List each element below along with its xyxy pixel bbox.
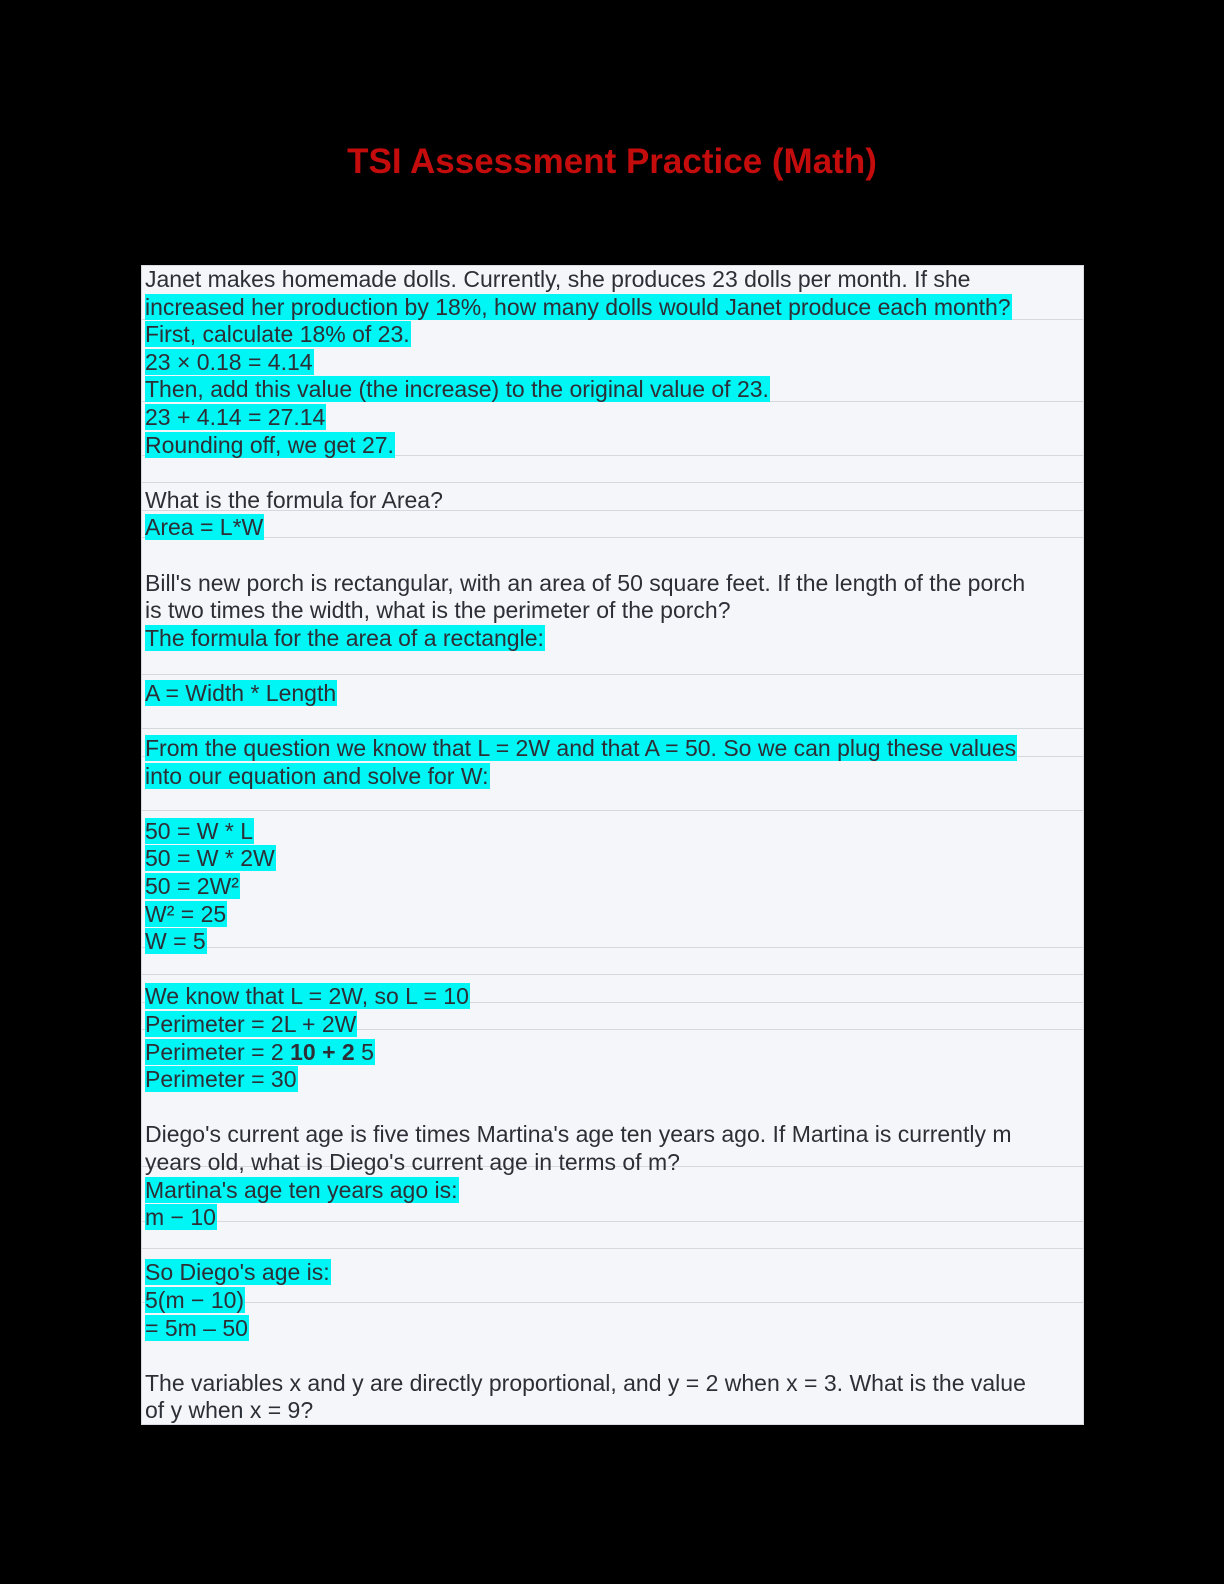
highlighted-text <box>145 735 1017 761</box>
text-line <box>145 1039 1080 1067</box>
text-line <box>145 349 1080 377</box>
page-title: TSI Assessment Practice (Math) <box>347 142 877 181</box>
line-text-part: W = 5 <box>145 928 206 955</box>
highlighted-text <box>145 321 411 347</box>
text-line <box>145 1149 1080 1177</box>
line-text-part: So Diego's age is: <box>145 1259 330 1286</box>
line-text-part: We know that L = 2W, so L = 10 <box>145 983 469 1010</box>
text-line <box>145 1259 1080 1287</box>
highlighted-text <box>145 404 326 430</box>
text-line <box>145 845 1080 873</box>
highlighted-text <box>145 1177 459 1203</box>
highlighted-text <box>145 376 770 402</box>
line-text-part: Janet makes homemade dolls. Currently, she produces 23 dolls per month. If she <box>145 266 971 292</box>
highlighted-text <box>145 432 395 458</box>
line-text-part: Rounding off, we get 27. <box>145 431 394 458</box>
highlighted-text <box>145 1315 249 1341</box>
line-text <box>145 266 970 292</box>
text-line <box>145 1370 1080 1398</box>
text-line <box>145 1121 1080 1149</box>
text-line <box>145 404 1080 432</box>
bold-text: 10 + 2 <box>290 1038 355 1065</box>
text-lines <box>145 266 1080 1425</box>
text-line <box>145 983 1080 1011</box>
text-line <box>145 376 1080 404</box>
text-line <box>145 1066 1080 1094</box>
text-line <box>145 1177 1080 1205</box>
highlighted-text <box>145 625 545 651</box>
highlighted-text <box>145 680 337 706</box>
line-text-part: 5 <box>354 1038 374 1065</box>
text-line <box>145 597 1080 625</box>
line-text-part: 5(m − 10) <box>145 1286 245 1313</box>
text-line <box>145 294 1080 322</box>
line-text <box>145 570 1025 596</box>
blank-line <box>145 790 1080 818</box>
line-text <box>145 487 443 513</box>
line-text-part: is two times the width, what is the perimeter of the porch? <box>145 597 731 624</box>
line-text-part: W² = 25 <box>145 900 227 927</box>
blank-line <box>145 956 1080 984</box>
line-text-part: Perimeter = 2L + 2W <box>145 1011 357 1038</box>
line-text <box>145 1397 313 1423</box>
text-line <box>145 763 1080 791</box>
line-text-part: 23 + 4.14 = 27.14 <box>145 403 326 430</box>
highlighted-text <box>145 983 470 1009</box>
line-text-part: into our equation and solve for W: <box>145 762 489 789</box>
line-text <box>145 597 731 623</box>
text-line <box>145 818 1080 846</box>
line-text-part: Diego's current age is five times Martina's age ten years ago. If Martina is currently m <box>145 1121 1012 1148</box>
blank-line <box>145 542 1080 570</box>
highlighted-text <box>145 873 240 899</box>
line-text-part: of y when x = 9? <box>145 1397 314 1424</box>
line-text-part: A = Width * Length <box>145 679 337 706</box>
blank-line <box>145 652 1080 680</box>
text-line <box>145 1287 1080 1315</box>
highlighted-text <box>145 514 264 540</box>
line-text-part: Perimeter = 2 <box>145 1038 291 1065</box>
highlighted-text <box>145 1287 245 1313</box>
line-text <box>145 1149 680 1175</box>
line-text <box>145 1370 1026 1396</box>
text-line <box>145 570 1080 598</box>
line-text-part: = 5m – 50 <box>145 1314 248 1341</box>
line-text-part: years old, what is Diego's current age in terms of m? <box>145 1149 680 1175</box>
line-text-part: 50 = W * 2W <box>145 845 275 872</box>
text-line <box>145 321 1080 349</box>
line-text-part: Then, add this value (the increase) to the original value of 23. <box>145 376 769 403</box>
highlighted-text <box>145 901 227 927</box>
text-line <box>145 1315 1080 1343</box>
highlighted-text <box>145 1011 357 1037</box>
text-line <box>145 266 1080 294</box>
text-line <box>145 625 1080 653</box>
line-text-part: From the question we know that L = 2W and that A = 50. So we can plug these values <box>145 735 1017 762</box>
text-line <box>145 873 1080 901</box>
line-text <box>145 1121 1012 1147</box>
text-line <box>145 680 1080 708</box>
line-text-part: increased her production by 18%, how many dolls would Janet produce each month? <box>145 293 1011 320</box>
highlighted-text <box>145 763 490 789</box>
text-line <box>145 1204 1080 1232</box>
line-text-part: The formula for the area of a rectangle: <box>145 624 544 651</box>
text-line <box>145 514 1080 542</box>
highlighted-text <box>145 1204 217 1230</box>
line-text-part: First, calculate 18% of 23. <box>145 321 410 348</box>
line-text-part: Bill's new porch is rectangular, with an area of 50 square feet. If the length of the porch <box>145 569 1026 596</box>
text-line <box>145 901 1080 929</box>
text-line <box>145 735 1080 763</box>
text-line <box>145 1011 1080 1039</box>
highlighted-text <box>145 1039 375 1065</box>
highlighted-text <box>145 1066 298 1092</box>
highlighted-text <box>145 1259 331 1285</box>
highlighted-text <box>145 845 276 871</box>
highlighted-text <box>145 349 314 375</box>
line-text-part: 23 × 0.18 = 4.14 <box>145 348 313 375</box>
highlighted-text <box>145 818 254 844</box>
line-text-part: 50 = W * L <box>145 817 254 844</box>
line-text-part: Area = L*W <box>145 514 264 541</box>
highlighted-text <box>145 928 207 954</box>
text-line <box>145 928 1080 956</box>
blank-line <box>145 1342 1080 1370</box>
text-line <box>145 487 1080 515</box>
blank-line <box>145 1232 1080 1260</box>
line-text-part: What is the formula for Area? <box>145 486 443 513</box>
blank-line <box>145 1094 1080 1122</box>
blank-line <box>145 708 1080 736</box>
text-line <box>145 1397 1080 1425</box>
line-text-part: Martina's age ten years ago is: <box>145 1176 458 1203</box>
line-text-part: 50 = 2W² <box>145 873 239 900</box>
document-content <box>141 265 1084 1425</box>
blank-line <box>145 459 1080 487</box>
highlighted-text <box>145 294 1012 320</box>
text-line <box>145 432 1080 460</box>
line-text-part: The variables x and y are directly proportional, and y = 2 when x = 3. What is the value <box>145 1369 1026 1396</box>
line-text-part: m − 10 <box>145 1204 216 1231</box>
line-text-part: Perimeter = 30 <box>145 1066 297 1093</box>
